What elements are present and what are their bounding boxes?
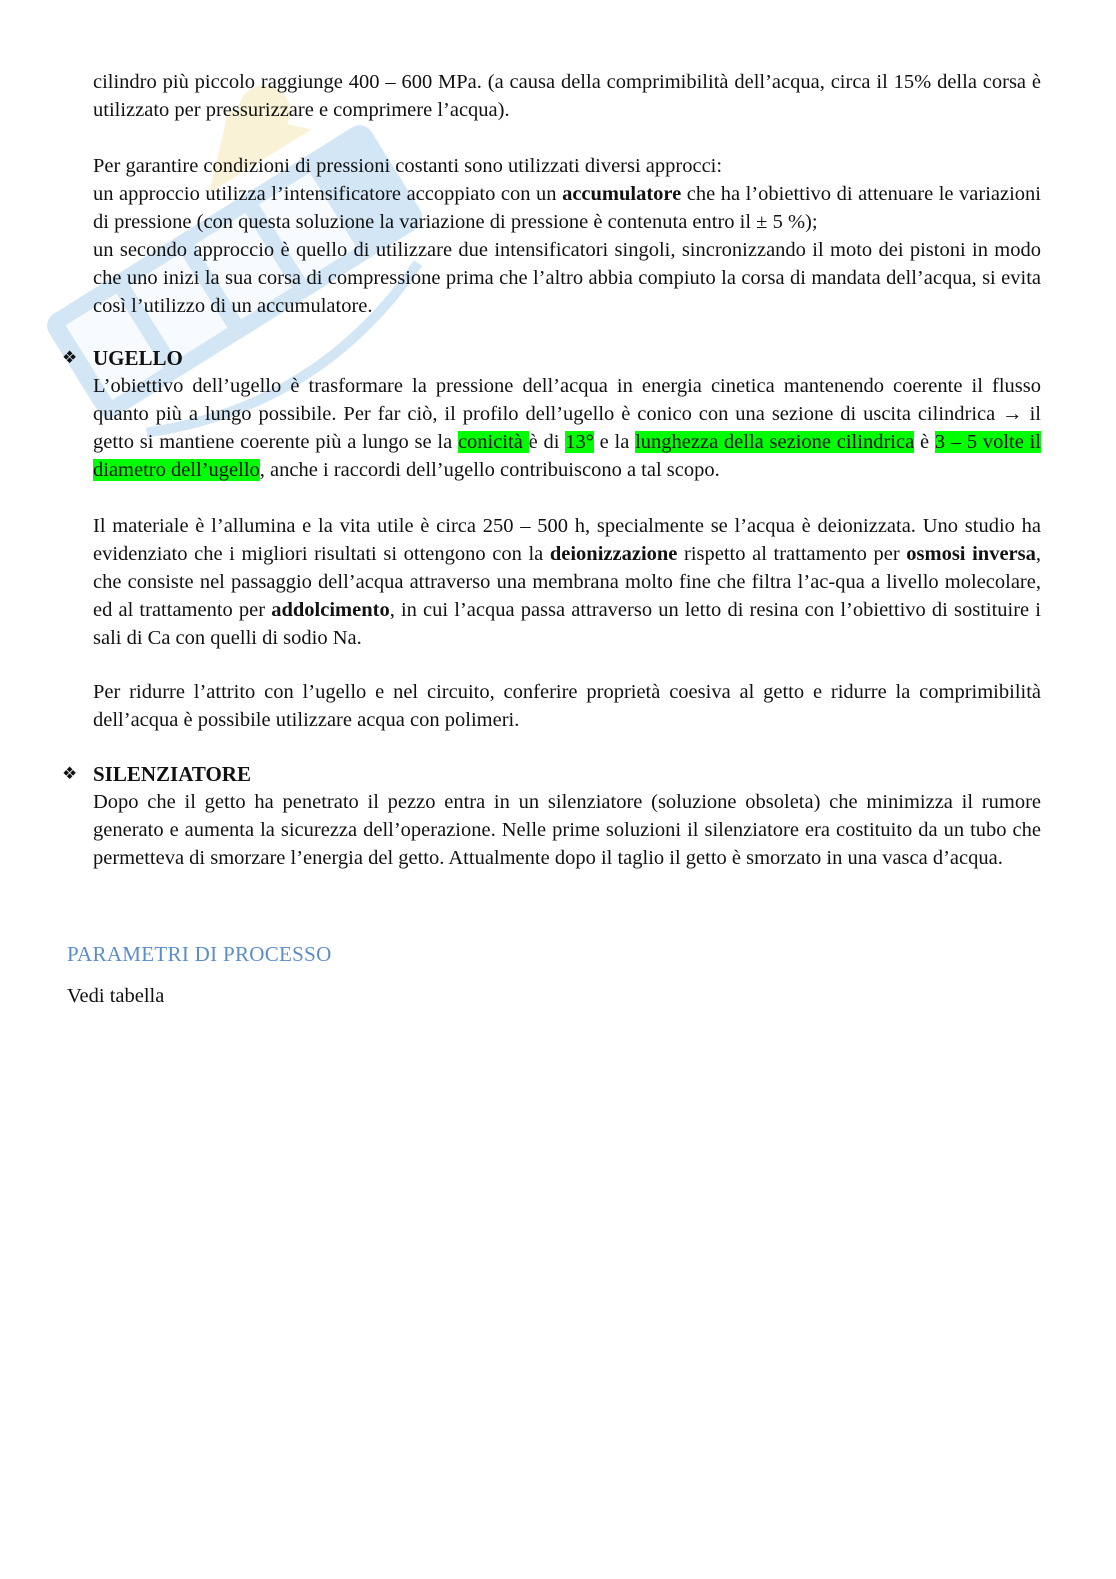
ugello-p2-b: rispetto al trattamento per [677, 543, 907, 565]
ugello-paragraph-1 [93, 372, 1041, 484]
intro-text-1: cilindro più piccolo raggiunge 400 – 600 MPa. (a causa della comprimibilità dell’acqua, circa il 15% della corsa è utilizzato per pressurizzare e comprimere l’acqua). [93, 71, 1041, 121]
ugello-p3: Per ridurre l’attrito con l’ugello e nel circuito, conferire proprietà coesiva al getto e ridurre la comprimibilità dell’acqua è possibile utilizzare acqua con polimeri. [93, 681, 1041, 731]
ugello-text-c: è di [528, 431, 566, 453]
intro-text-2b2: che ha l’obiettivo di attenuare le variazioni di pressione (con questa soluzione la variazione di pressione è contenuta entro il ± 5 %); [93, 183, 1042, 233]
silenziatore-heading [62, 760, 251, 788]
ugello-p2-d: , in cui l’acqua passa attraverso un letto di resina con l’obiettivo di sostituire i sali di Ca con quelli di sodio Na. [93, 599, 1041, 649]
addolcimento-term: addolcimento [271, 599, 390, 621]
highlight-diametro: 3 – 5 volte il diametro dell’ugello [93, 431, 1041, 481]
ugello-p2-c: , che consiste nel passaggio dell’acqua attraverso una membrana molto fine che filtra l’ac-qua a livello molecolare, ed al trattamento per [93, 543, 1041, 621]
ugello-text-b: il getto si mantiene coerente più a lungo se la [93, 403, 1041, 453]
ugello-text-f: , anche i raccordi dell’ugello contribuiscono a tal scopo. [259, 459, 720, 481]
parametri-heading: PARAMETRI DI PROCESSO [67, 942, 332, 966]
osmosi-inversa-term: osmosi inversa [906, 543, 1036, 565]
intro-paragraph-1 [93, 68, 1041, 124]
ugello-paragraph-3 [93, 678, 1041, 734]
ugello-text-d: e la [593, 431, 636, 453]
intro-text-2a: Per garantire condizioni di pressioni costanti sono utilizzati diversi approcci: [93, 155, 723, 177]
vedi-tabella-text: Vedi tabella [67, 985, 165, 1007]
deionizzazione-term: deionizzazione [549, 543, 678, 565]
diamond-bullet-icon: ❖ [62, 764, 78, 783]
accumulatore-term: accumulatore [562, 183, 682, 205]
silenziatore-paragraph [93, 788, 1041, 872]
diamond-bullet-icon: ❖ [62, 348, 78, 367]
silenziatore-title: SILENZIATORE [93, 761, 251, 786]
ugello-text-a: L’obiettivo dell’ugello è trasformare la pressione dell’acqua in energia cinetica mantenendo coerente il flusso quanto più a lungo possibile. Per far ciò, il profilo dell’ugello è conico con una sezione di uscita cilindrica [93, 375, 1041, 425]
ugello-p2-a: Il materiale è l’allumina e la vita utile è circa 250 – 500 h, specialmente se l’acqua è deionizzata. Uno studio ha evidenziato che i migliori risultati si ottengono con la [93, 515, 1041, 565]
ugello-text-e: è [914, 431, 935, 453]
highlight-13-degrees: 13° [565, 431, 594, 453]
intro-text-2c: un secondo approccio è quello di utilizzare due intensificatori singoli, sincronizzando il moto dei pistoni in modo che uno inizi la sua corsa di compressione prima che l’altro abbia compiuto la corsa di mandata dell’acqua, si evita così l’utilizzo di un accumulatore. [93, 239, 1041, 317]
ugello-title: UGELLO [93, 345, 183, 370]
intro-paragraph-2 [93, 152, 1041, 320]
right-arrow-icon: → [1002, 403, 1023, 425]
ugello-paragraph-2 [93, 512, 1041, 652]
highlight-conicita: conicità [457, 431, 529, 453]
ugello-heading [62, 344, 183, 372]
highlight-lunghezza: lunghezza della sezione cilindrica [635, 431, 915, 453]
intro-text-2b1: un approccio utilizza l’intensificatore accoppiato con un [93, 183, 563, 205]
silenziatore-text: Dopo che il getto ha penetrato il pezzo entra in un silenziatore (soluzione obsoleta) che minimizza il rumore generato e aumenta la sicurezza dell’operazione. Nelle prime soluzioni il silenziatore era costituito da un tubo che permetteva di smorzare l’energia del getto. Attualmente dopo il taglio il getto è smorzato in una vasca d’acqua. [93, 791, 1041, 869]
